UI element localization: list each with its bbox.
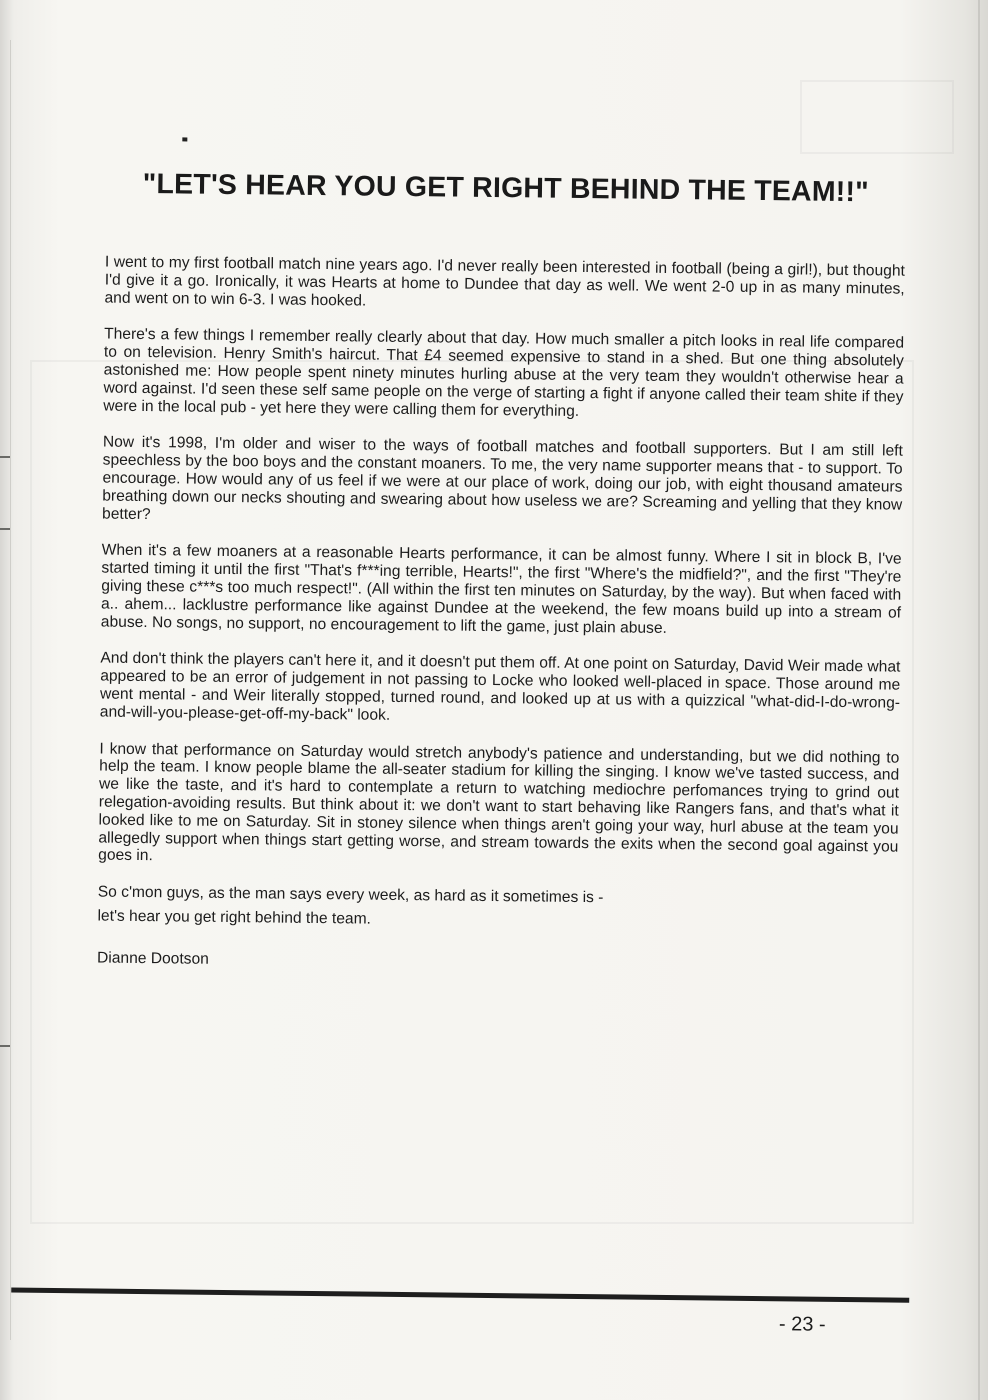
author-signature: Dianne Dootson: [96, 949, 209, 968]
article-paragraph: There's a few things I remember really clearly about that day. How much smaller a pitch looks in real life compared to on television. Henry Smith's haircut. That £4 seemed expensive to stand in a shed. But one thing absolutely astonished me: How people spent ninety minutes hurling abuse at the very team they wouldn't otherwise hear a word against. I'd seen these self same people on the verge of starting a fight if anyone called their team shite if they were in the local pub - yet here they were calling them for everything.: [103, 325, 905, 420]
article-paragraph: I know that performance on Saturday would stretch anybody's patience and understanding, but we did nothing to help the team. I know people blame the all-seater stadium for killing the singing. I know we've tasted success, and we like the taste, and it's hard to contemplate a return to watching mediochre perfomances trying to grind out relegation-avoiding results. But think about it: we don't want to start behaving like Rangers fans, and that's what it looked like to me on Saturday. Sit in stoney silence when things aren't going your way, hurl abuse at the team you allegedly support when things start getting worse, and stream towards the exits when the second goal against you goes in.: [98, 740, 900, 865]
closing-line: let's hear you get right behind the team.: [97, 907, 372, 928]
article-paragraph: Now it's 1998, I'm older and wiser to the ways of football matches and football supporters. But I am still left speechless by the boo boys and the constant moaners. To me, the very name supporter means that - to support. To encourage. How would any of us feel if we were at our place of work, doing our job, with eight thousand amateurs breathing down our necks shouting and swearing about how useless we are? Screaming and yelling that they know better?: [101, 433, 903, 523]
page-number: - 23 -: [778, 1313, 826, 1336]
footer-rule: [11, 1288, 909, 1303]
closing-line: So c'mon guys, as the man says every week, as hard as it sometimes is -: [97, 883, 604, 907]
ink-speck: [182, 137, 187, 141]
article-paragraph: When it's a few moaners at a reasonable Hearts performance, it can be almost funny. Where I sit in block B, I've started timing it until the first "That's f***ing terrible, Hearts!", the first "Where's the midfield?", and the first "They're giving these c***s too much respect!". (All within the first ten minutes on Saturday, by the way). But when faced with a.. ahem... lacklustre performance like against Dundee at the weekend, the few moans build up into a stream of abuse. No songs, no support, no encouragement to lift the game, just plain abuse.: [100, 541, 902, 637]
article-paragraph: And don't think the players can't here it, and it doesn't put them off. At one point on Saturday, David Weir made what appeared to be an error of judgement in not passing to Locke who looked well-placed in space. Those around me went mental - and Weir literally stopped, turned round, and looked up at us with a quizzical "what-did-I-do-wrong-and-will-you-please-get-off-my-back" look.: [99, 649, 901, 724]
article-title: "LET'S HEAR YOU GET RIGHT BEHIND THE TEAM!!": [142, 167, 870, 209]
article-body: [97, 254, 905, 996]
article-paragraph: I went to my first football match nine years ago. I'd never really been interested in football (being a girl!), but thought I'd give it a go. Ironically, it was Hearts at home to Dundee that day as well. We went 2-0 up in as many minutes, and went on to win 6-3. I was hooked.: [104, 253, 905, 310]
